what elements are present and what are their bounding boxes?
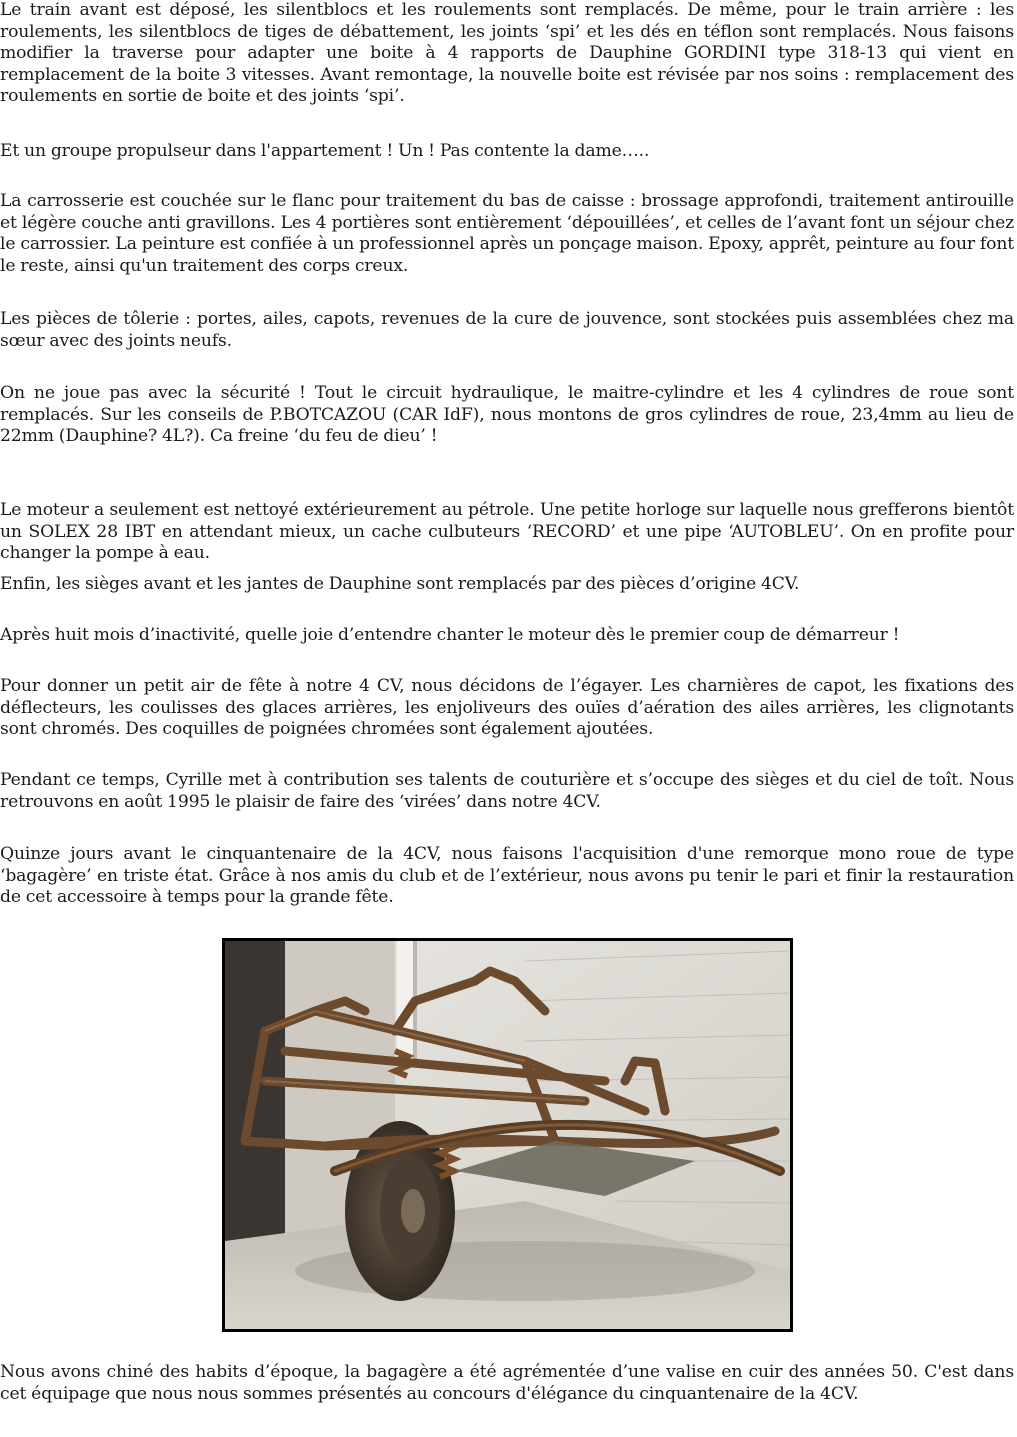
paragraph-upholstery: Pendant ce temps, Cyrille met à contribution ses talents de couturière et s’occupe des sièges et du ciel de toît. Nous retrouvons en août 1995 le plaisir de faire des ‘virées’ dans notre 4CV. — [0, 770, 1014, 812]
paragraph-suspension-gearbox: Le train avant est déposé, les silentblocs et les roulements sont remplacés. De même, pour le train arrière : les roulements, les silentblocs de tiges de débattement, les joints ‘spi’ et les dés en téflon sont remplacés. Nous faisons modifier la traverse pour adapter une boite à 4 rapports de Dauphine GORDINI type 318-13 qui vient en remplacement de la boite 3 vitesses. Avant remontage, la nouvelle boite est révisée par nos soins : remplacement des roulements en sortie de boite et des joints ‘spi’. — [0, 0, 1014, 107]
paragraph-trailer: Quinze jours avant le cinquantenaire de la 4CV, nous faisons l'acquisition d'une remorque mono roue de type ‘bagagère’ en triste état. Grâce à nos amis du club et de l’extérieur, nous avons pu tenir le pari et finir la restauration de cet accessoire à temps pour la grande fête. — [0, 844, 1014, 908]
paragraph-seats-rims: Enfin, les sièges avant et les jantes de Dauphine sont remplacés par des pièces d’origine 4CV. — [0, 574, 800, 594]
paragraph-chrome: Pour donner un petit air de fête à notre 4 CV, nous décidons de l’égayer. Les charnières de capot, les fixations des déflecteurs, les coulisses des glaces arrières, les enjoliveurs des ouïes d’aération des ailes arrières, les clignotants sont chromés. Des coquilles de poignées chromées sont également ajoutées. — [0, 676, 1014, 740]
paragraph-bodywork: La carrosserie est couchée sur le flanc pour traitement du bas de caisse : brossage approfondi, traitement antirouille et légère couche anti gravillons. Les 4 portières sont entièrement ‘dépouillées’, et celles de l’avant font un séjour chez le carrossier. La peinture est confiée à un professionnel après un ponçage maison. Epoxy, apprêt, peinture au four font le reste, ainsi qu'un traitement des corps creux. — [0, 191, 1014, 276]
paragraph-engine-apartment: Et un groupe propulseur dans l'appartement ! Un ! Pas contente la dame….. — [0, 141, 650, 161]
trailer-photo-illustration — [225, 941, 790, 1329]
paragraph-sheet-metal: Les pièces de tôlerie : portes, ailes, capots, revenues de la cure de jouvence, sont stockées puis assemblées chez ma sœur avec des joints neufs. — [0, 309, 1014, 351]
paragraph-elegance-contest: Nous avons chiné des habits d’époque, la bagagère a été agrémentée d’une valise en cuir des années 50. C'est dans cet équipage que nous nous sommes présentés au concours d'élégance du cinquantenaire de la 4CV. — [0, 1362, 1014, 1404]
paragraph-engine: Le moteur a seulement est nettoyé extérieurement au pétrole. Une petite horloge sur laquelle nous grefferons bientôt un SOLEX 28 IBT en attendant mieux, un cache culbuteurs ‘RECORD’ et une pipe ‘AUTOBLEU’. On en profite pour changer la pompe à eau. — [0, 500, 1014, 564]
paragraph-first-start: Après huit mois d’inactivité, quelle joie d’entendre chanter le moteur dès le premier coup de démarreur ! — [0, 625, 900, 645]
trailer-photo — [222, 938, 793, 1332]
paragraph-brakes: On ne joue pas avec la sécurité ! Tout le circuit hydraulique, le maitre-cylindre et les 4 cylindres de roue sont remplacés. Sur les conseils de P.BOTCAZOU (CAR IdF), nous montons de gros cylindres de roue, 23,4mm au lieu de 22mm (Dauphine? 4L?). Ca freine ‘du feu de dieu’ ! — [0, 383, 1014, 447]
